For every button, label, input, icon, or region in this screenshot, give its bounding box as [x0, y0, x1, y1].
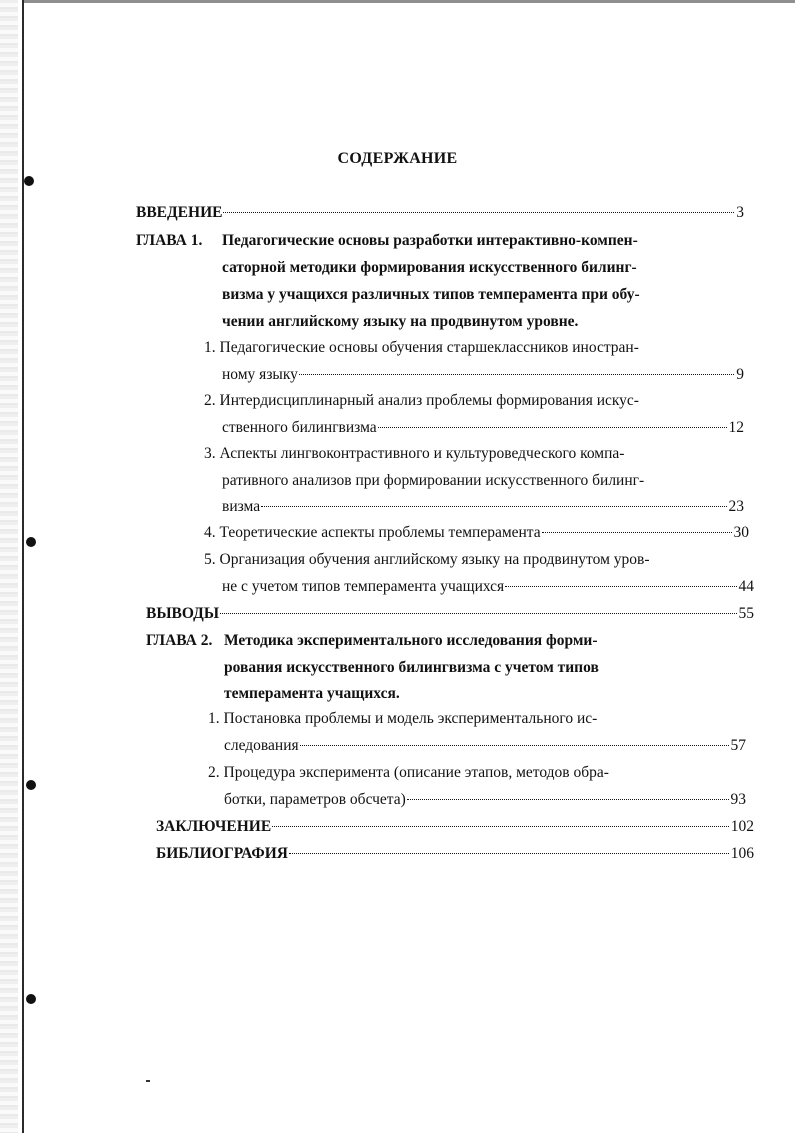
chapter-title-line: саторной методики формирования искусственного билинг- [222, 259, 637, 276]
toc-entry-conclusions [146, 604, 754, 624]
page-number: 44 [738, 578, 754, 595]
dot-leader [542, 532, 732, 533]
toc-section-entry [222, 418, 744, 438]
page-number: 12 [728, 419, 744, 436]
toc-section-entry [224, 790, 746, 810]
chapter-title-line: темперамента учащихся. [224, 685, 400, 702]
dot-leader [378, 427, 727, 428]
toc-section-line: 2. Процедура эксперимента (описание этапов, методов обра- [208, 764, 609, 781]
toc-section-entry [204, 523, 749, 543]
toc-entry-label: ЗАКЛЮЧЕНИЕ [156, 818, 272, 835]
chapter-title-line: рования искусственного билингвизма с учетом типов [224, 659, 599, 676]
scan-speck [146, 1080, 150, 1082]
toc-section-text: визма [222, 498, 261, 515]
dot-leader [300, 745, 729, 746]
page-number: 9 [736, 366, 744, 383]
toc-section-text: не с учетом типов темперамента учащихся [222, 578, 505, 595]
toc-section-text: ственного билингвизма [222, 419, 377, 436]
toc-section-text: следования [224, 737, 299, 754]
page-number: 23 [728, 498, 744, 515]
dot-leader [223, 212, 734, 213]
punch-hole-mark [26, 780, 36, 790]
toc-section-line: 5. Организация обучения английскому языку на продвинутом уров- [204, 551, 650, 568]
toc-section-line: 1. Педагогические основы обучения старшеклассников иностран- [204, 339, 639, 356]
page-number: 102 [730, 818, 754, 835]
punch-hole-mark [26, 994, 36, 1004]
dot-leader [289, 853, 729, 854]
dot-leader [272, 826, 729, 827]
punch-hole-mark [26, 537, 36, 547]
toc-entry-label: ВЫВОДЫ [146, 605, 220, 622]
scan-edge [0, 0, 18, 1133]
toc-section-entry [222, 365, 744, 385]
dot-leader [299, 374, 734, 375]
page-number: 93 [730, 791, 746, 808]
toc-section-text: 4. Теоретические аспекты проблемы темперамента [204, 524, 541, 541]
chapter-title-line: чении английскому языку на продвинутом уровне. [222, 313, 579, 330]
toc-entry-final [156, 817, 754, 837]
dot-leader [505, 586, 736, 587]
page-number: 55 [738, 605, 754, 622]
toc-section-text: ботки, параметров обсчета) [224, 791, 406, 808]
toc-section-entry [222, 497, 744, 517]
toc-entry-intro [136, 203, 744, 223]
toc-section-line: 1. Постановка проблемы и модель экспериментального ис- [208, 710, 598, 727]
top-edge-line [24, 0, 795, 3]
toc-entry-bibliography [156, 844, 754, 864]
chapter-label: ГЛАВА 1. [136, 232, 203, 249]
dot-leader [407, 799, 729, 800]
toc-section-entry [224, 736, 746, 756]
toc-entry-label: ВВЕДЕНИЕ [136, 204, 223, 221]
binder-line [22, 0, 24, 1133]
chapter-title-line: визма у учащихся различных типов темперамента при обу- [222, 286, 640, 303]
toc-section-entry [222, 577, 754, 597]
page-title: СОДЕРЖАНИЕ [337, 150, 458, 167]
page-number: 106 [730, 845, 754, 862]
page-number: 30 [733, 524, 749, 541]
page-number: 3 [736, 204, 744, 221]
dot-leader [220, 613, 736, 614]
chapter-title-line: Методика экспериментального исследования форми- [224, 632, 598, 649]
toc-section-line: 2. Интердисциплинарный анализ проблемы формирования искус- [204, 392, 639, 409]
chapter-label: ГЛАВА 2. [146, 632, 213, 649]
page-number: 57 [730, 737, 746, 754]
toc-section-text: ному языку [222, 366, 298, 383]
punch-hole-mark [24, 176, 34, 186]
chapter-title-line: Педагогические основы разработки интерактивно-компен- [222, 232, 638, 249]
toc-section-line: 3. Аспекты лингвоконтрастивного и культуроведческого компа- [204, 445, 625, 462]
dot-leader [261, 506, 726, 507]
toc-section-line: ративного анализов при формировании искусственного билинг- [222, 472, 645, 489]
toc-entry-label: БИБЛИОГРАФИЯ [156, 845, 288, 862]
